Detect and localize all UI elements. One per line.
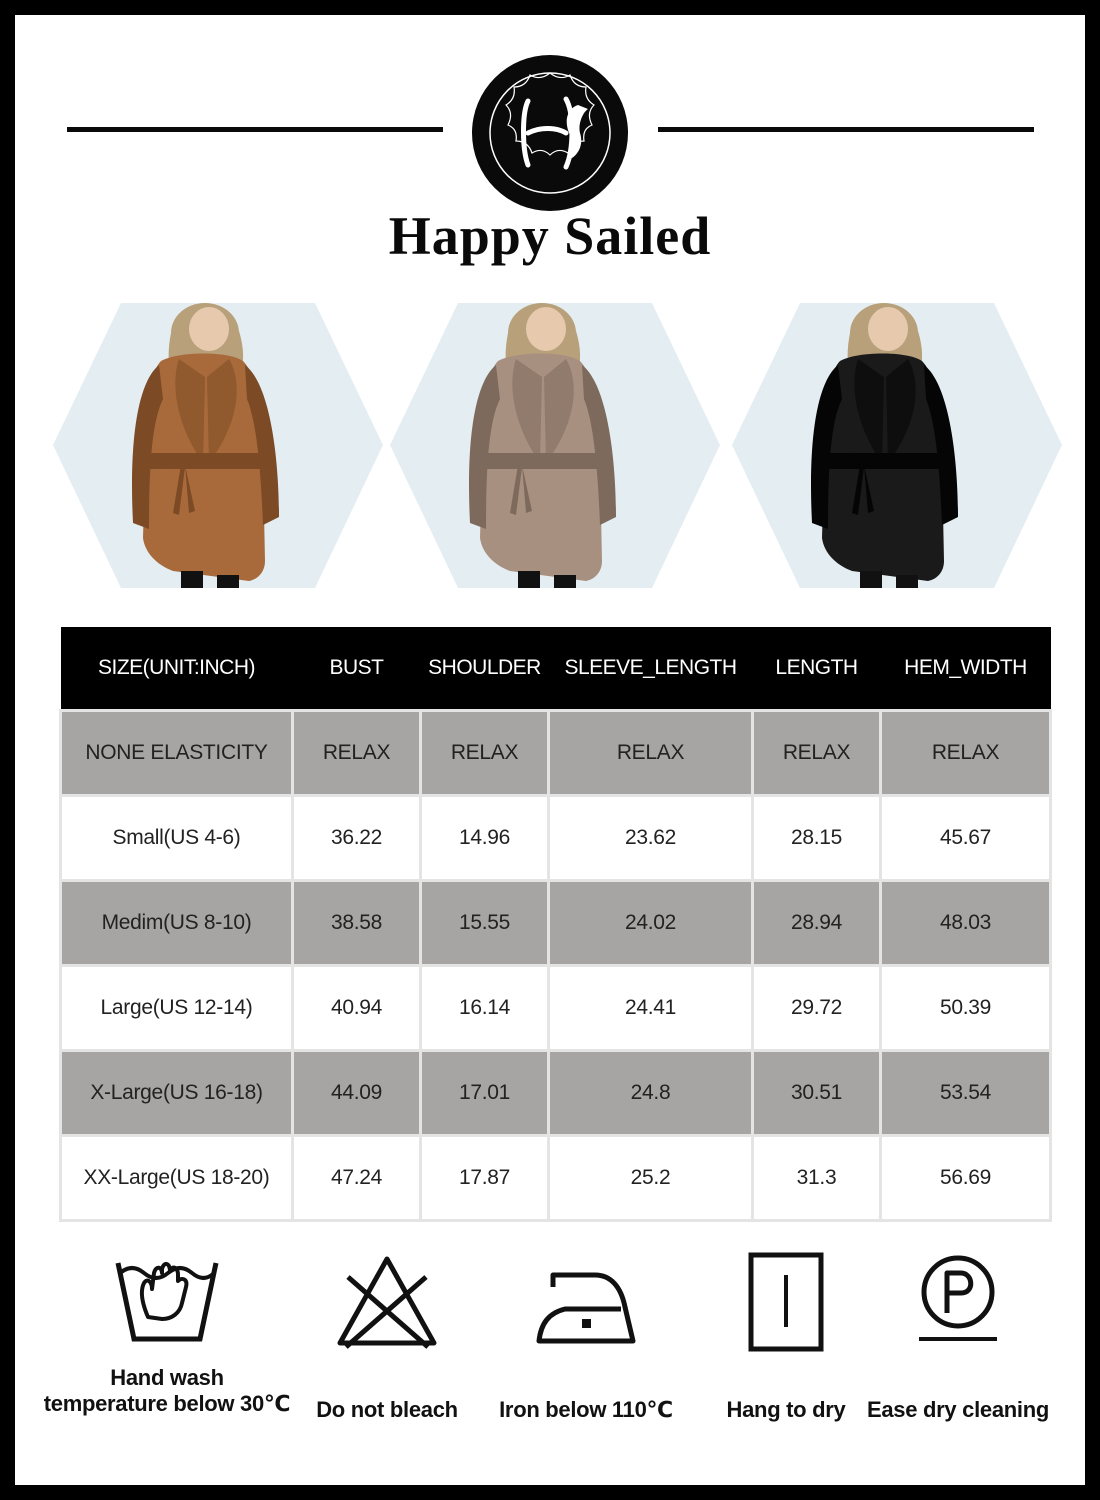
table-cell: 17.87: [421, 1136, 549, 1221]
table-cell: 50.39: [881, 966, 1051, 1051]
table-cell: 24.41: [549, 966, 753, 1051]
table-cell: 53.54: [881, 1051, 1051, 1136]
table-cell: 44.09: [293, 1051, 421, 1136]
table-row: [61, 881, 1051, 966]
care-label-line1: Do not bleach: [316, 1397, 458, 1422]
size-table: [59, 627, 1052, 1222]
table-cell: 56.69: [881, 1136, 1051, 1221]
table-cell: 28.94: [753, 881, 881, 966]
hand-wash-icon: [112, 1247, 222, 1357]
table-cell: X-Large(US 16-18): [61, 1051, 293, 1136]
table-cell: 28.15: [753, 796, 881, 881]
brand-name: Happy Sailed: [388, 206, 712, 266]
table-cell: Large(US 12-14): [61, 966, 293, 1051]
table-cell: RELAX: [881, 711, 1051, 796]
care-dry-clean: [865, 1247, 1051, 1423]
header-hem-width: HEM_WIDTH: [881, 627, 1051, 711]
table-cell: NONE ELASTICITY: [61, 711, 293, 796]
table-cell: XX-Large(US 18-20): [61, 1136, 293, 1221]
product-image-brown: [53, 303, 383, 588]
table-row: [61, 711, 1051, 796]
dry-clean-icon: [903, 1247, 1013, 1357]
care-label-line2: temperature below 30℃: [43, 1391, 291, 1416]
care-label-line1: Iron below 110℃: [499, 1397, 673, 1422]
table-cell: 47.24: [293, 1136, 421, 1221]
table-cell: 31.3: [753, 1136, 881, 1221]
table-cell: 29.72: [753, 966, 881, 1051]
header-rule-right: [658, 127, 1034, 132]
table-cell: 30.51: [753, 1051, 881, 1136]
table-cell: 24.8: [549, 1051, 753, 1136]
size-chart-sheet: [15, 15, 1085, 1485]
brand-logo-icon: [470, 53, 630, 213]
hang-dry-icon: [731, 1247, 841, 1357]
care-no-bleach: [307, 1247, 467, 1423]
table-cell: 16.14: [421, 966, 549, 1051]
header-length: LENGTH: [753, 627, 881, 711]
table-row: [61, 796, 1051, 881]
header-bust: BUST: [293, 627, 421, 711]
care-label-line1: Ease dry cleaning: [867, 1397, 1049, 1422]
product-illustration: [732, 303, 1062, 588]
table-cell: 17.01: [421, 1051, 549, 1136]
header-sleeve-length: SLEEVE_LENGTH: [549, 627, 753, 711]
header-rule-left: [67, 127, 443, 132]
table-cell: 48.03: [881, 881, 1051, 966]
table-cell: 24.02: [549, 881, 753, 966]
iron-icon: [531, 1247, 641, 1357]
size-table-header: [61, 627, 1051, 711]
table-cell: Medim(US 8-10): [61, 881, 293, 966]
table-row: [61, 1051, 1051, 1136]
care-instructions: [15, 1247, 1085, 1467]
table-cell: 15.55: [421, 881, 549, 966]
table-row: [61, 1136, 1051, 1221]
table-cell: 45.67: [881, 796, 1051, 881]
table-cell: 38.58: [293, 881, 421, 966]
table-cell: RELAX: [753, 711, 881, 796]
table-cell: Small(US 4-6): [61, 796, 293, 881]
table-row: [61, 966, 1051, 1051]
product-image-black: [732, 303, 1062, 588]
header-shoulder: SHOULDER: [421, 627, 549, 711]
no-bleach-icon: [332, 1247, 442, 1357]
product-gallery: [15, 303, 1085, 588]
table-cell: 23.62: [549, 796, 753, 881]
table-cell: RELAX: [293, 711, 421, 796]
table-cell: RELAX: [421, 711, 549, 796]
care-hang-dry: [711, 1247, 861, 1423]
product-image-taupe: [390, 303, 720, 588]
table-cell: 40.94: [293, 966, 421, 1051]
care-iron: [491, 1247, 681, 1423]
care-label-line1: Hang to dry: [726, 1397, 846, 1422]
care-hand-wash: [37, 1247, 297, 1417]
product-illustration: [53, 303, 383, 588]
care-label-line1: Hand wash: [110, 1365, 224, 1390]
header-size: SIZE(UNIT:INCH): [61, 627, 293, 711]
table-cell: RELAX: [549, 711, 753, 796]
table-cell: 14.96: [421, 796, 549, 881]
table-cell: 36.22: [293, 796, 421, 881]
table-cell: 25.2: [549, 1136, 753, 1221]
product-illustration: [390, 303, 720, 588]
